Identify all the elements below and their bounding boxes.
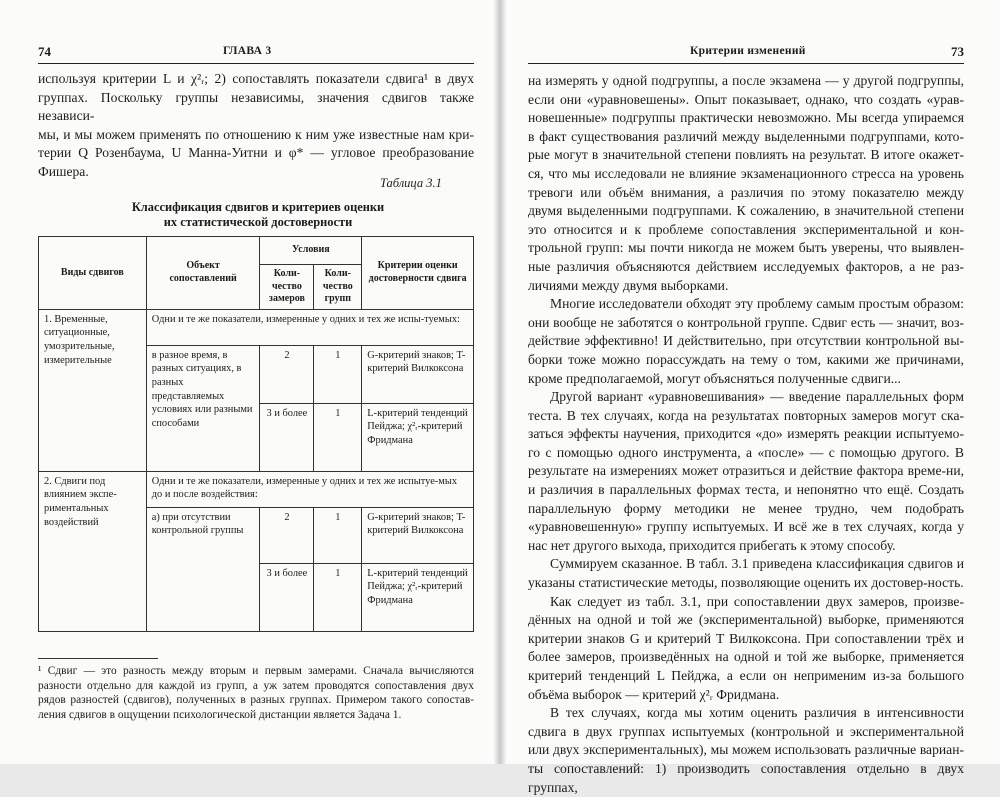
table-title-line-2: их статистической достоверности [163, 215, 353, 229]
left-page [0, 0, 498, 764]
right-paragraph-6: В тех случаях, когда мы хотим оценить различия в интенсивности сдвига в двух группах испытуемых (контрольной и экспериментальной или двух экспериментальных), мы можем использовать различные вариан-ты сопоставлений: 1) производить сопоставления отдельно в двух группах, [528, 705, 964, 795]
right-paragraph-2: Многие исследователи обходят эту проблему самым простым образом: они вообще не заботятся о контрольной группе. Сдвиг есть — значит, воз-действие эффективно! И действительно, при отсутствии контрольной вы-борки тоже можно порассуждать на тему о том, какими же причинами, кроме предполагаемой, могут объясняться полученные сдвиги... [528, 296, 964, 386]
header-groups: Коли-чество групп [314, 265, 362, 310]
right-section-title: Критерии изменений [690, 45, 806, 57]
table-title [60, 200, 456, 230]
header-measures: Коли-чество замеров [260, 265, 314, 310]
row2-span: Одни и те же показатели, измеренные у одних и тех же испытуе-мых до и после воздействия: [146, 471, 473, 507]
right-paragraph-5: Как следует из табл. 3.1, при сопоставлении двух замеров, произве-дённых на одной и той же (экспериментальной) выборке, применяются критерии знаков G и критерий T Вилкоксона. При сопоставлении трёх и более замеров, произведённых на одной и той же выборке, применяется критерий тенденций L Пейджа, а если он неприменим из-за большого объёма выборок — критерий χ²ᵣ Фридмана. [528, 593, 964, 702]
book-gutter [494, 0, 506, 764]
row1-object: в разное время, в разных ситуациях, в разных представляемых условиях или разными способами [146, 345, 260, 471]
row2b-groups: 1 [314, 563, 362, 631]
right-page-number: 73 [951, 44, 964, 59]
row1a-measures: 2 [260, 345, 314, 403]
table-label: Таблица 3.1 [380, 176, 442, 190]
row2b-measures: 3 и более [260, 563, 314, 631]
row1a-criteria: G-критерий знаков; T-критерий Вилкоксона [362, 345, 474, 403]
left-line-2: группах. Поскольку группы независимы, значения сдвигов также независи- [38, 89, 474, 124]
right-header-rule [528, 63, 964, 64]
classification-table [38, 236, 474, 632]
left-header-rule [38, 63, 474, 64]
right-page [502, 0, 1000, 795]
header-criteria: Критерии оценки достоверности сдвига [362, 237, 474, 310]
left-line-4: терии Q Розенбаума, U Манна-Уитни и φ* — угловое преобразование [38, 145, 474, 161]
header-kind: Виды сдвигов [39, 237, 147, 310]
header-conditions: Условия [260, 237, 362, 265]
row1b-criteria: L-критерий тенденций Пейджа; χ²ᵣ-критерий Фридмана [362, 403, 474, 471]
row1b-measures: 3 и более [260, 403, 314, 471]
left-line-1: используя критерии L и χ²ᵣ; 2) сопоставлять показатели сдвига¹ в двух [38, 71, 474, 86]
table-title-line-1: Классификация сдвигов и критериев оценки [131, 200, 385, 214]
row1b-groups: 1 [314, 403, 362, 471]
right-paragraph-4: Суммируем сказанное. В табл. 3.1 приведена классификация сдвигов и указаны статистические методы, позволяющие оценить их достовер-ность. [528, 556, 964, 591]
row2b-criteria: L-критерий тенденций Пейджа; χ²ᵣ-критерий Фридмана [362, 563, 474, 631]
right-running-head [528, 44, 964, 62]
row2a-groups: 1 [314, 507, 362, 563]
right-body-text [528, 72, 964, 797]
left-body-text [38, 70, 474, 182]
left-chapter-title: ГЛАВА 3 [223, 45, 272, 57]
row2a-measures: 2 [260, 507, 314, 563]
right-paragraph-3: Другой вариант «уравновешивания» — введение параллельных форм теста. В тех случаях, когда на результатах повторных замеров могут ска-заться эффекты научения, приходится «до» измерять реакции испытуемо-го с помощью одного инструмента, а «после» — с помощью другого. В результате на измерениях может отразиться и действие фактора време-ни, и различия в параллельных формах теста, и непонятно что ещё. Создать параллельную форму методики не менее трудно, чем подобрать «уравновешенную» группу испытуемых. И всё же в тех случаях, когда у нас нет другого выхода, приходится прибегать к этому способу. [528, 389, 964, 553]
row2-kind: 2. Сдвиги под влиянием экспе-риментальных воздействий [39, 471, 147, 631]
right-paragraph-1: на измерять у одной подгруппы, а после экзамена — у другой подгруппы, если они «уравновешены». Опыт показывает, однако, что создать «урав-новешенные» подгруппы практически невозможно. Мы всегда упираемся в факт существования различий между выделенными подгруппами, кото-рые могут в значительной степени повлиять на результат. В итоге окажет-ся, что мы исследовали не влияние экзаменационного стресса на уровень тревоги или объём внимания, а различия по этому показателю между двумя выделенными подгруппами. К сожалению, в значительной степени это относится и к проблеме сопоставления экспериментальной и кон-трольной групп: мы почти никогда не можем быть уверены, что выявлен-ные различия объясняются действием исследуемых факторов, а не раз-личиями между двумя выборками. [528, 73, 964, 293]
header-object: Объект сопоставлений [146, 237, 260, 310]
row1-kind: 1. Временные, ситуационные, умозрительные, измерительные [39, 309, 147, 471]
row2-object: а) при отсутствии контрольной группы [146, 507, 260, 631]
left-line-3: мы, и мы можем применять по отношению к ним уже известные нам кри- [38, 126, 474, 142]
footnote-rule [38, 658, 158, 659]
left-running-head [38, 44, 474, 62]
row1a-groups: 1 [314, 345, 362, 403]
left-page-number: 74 [38, 44, 51, 59]
row2a-criteria: G-критерий знаков; T-критерий Вилкоксона [362, 507, 474, 563]
row1-span: Одни и те же показатели, измеренные у одних и тех же испы-туемых: [146, 309, 473, 345]
footnote: ¹ Сдвиг — это разность между вторым и первым замерами. Сначала вычисляются разности отдельно для каждой из групп, а уж затем проводятся сопоставления двух рядов разностей (сдвигов), полученных в разных группах. Примером такого сопостав-ления сдвигов в ощущении психологической дистанции является Задача 1. [38, 665, 474, 721]
left-line-5: Фишера. [38, 163, 89, 179]
